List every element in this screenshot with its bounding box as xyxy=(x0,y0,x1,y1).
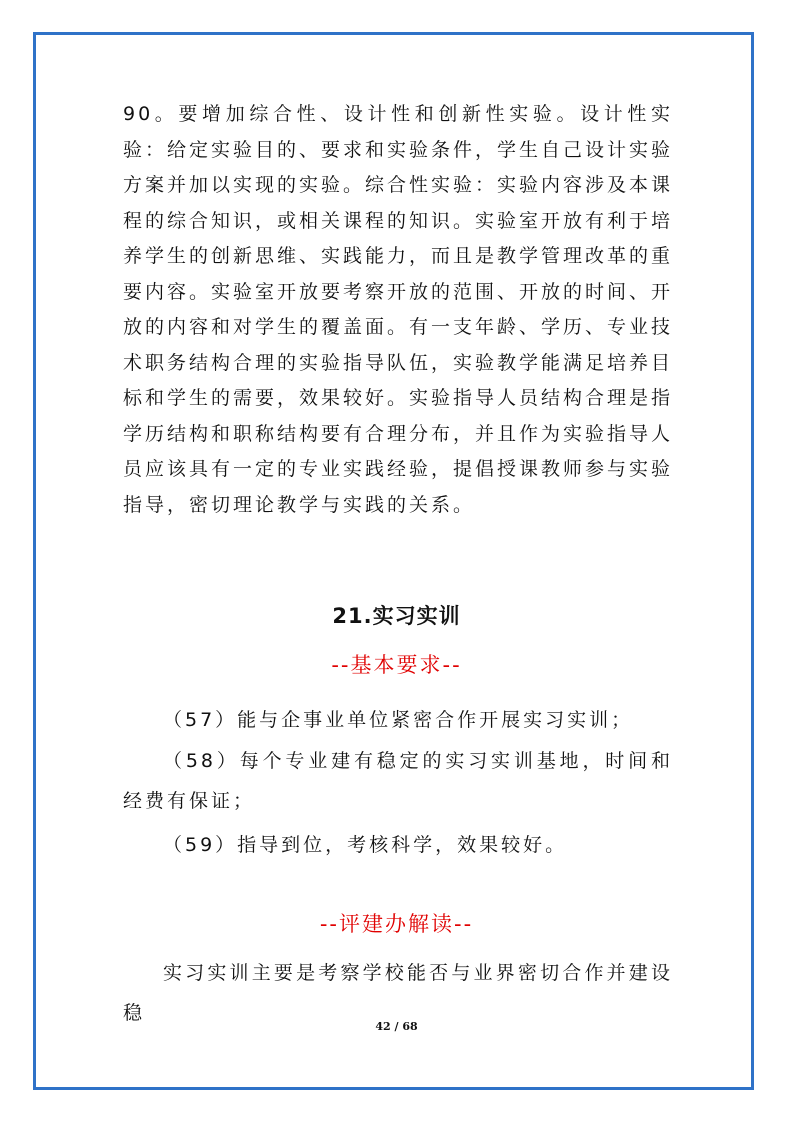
section-title: 21.实习实训 xyxy=(332,604,461,628)
intro-paragraph: 90。要增加综合性、设计性和创新性实验。设计性实验：给定实验目的、要求和实验条件，学生自己设计实验方案并加以实现的实验。综合性实验：实验内容涉及本课程的综合知识，或相关课程的知识。实验室开放有利于培养学生的创新思维、实践能力，而且是教学管理改革的重要内容。实验室开放要考察开放的范围、开放的时间、开放的内容和对学生的覆盖面。有一支年龄、学历、专业技术职务结构合理的实验指导队伍，实验教学能满足培养目标和学生的需要，效果较好。实验指导人员结构合理是指学历结构和职称结构要有合理分布，并且作为实验指导人员应该具有一定的专业实践经验，提倡授课教师参与实验指导，密切理论教学与实践的关系。 xyxy=(123,103,674,516)
page-number: 42 / 68 xyxy=(375,1020,418,1033)
requirement-item-58: （58）每个专业建有稳定的实习实训基地，时间和经费有保证； xyxy=(123,750,673,812)
requirements-heading: --基本要求-- xyxy=(331,653,462,677)
requirement-item-59: （59）指导到位，考核科学，效果较好。 xyxy=(163,834,568,856)
requirement-item-57: （57）能与企事业单位紧密合作开展实习实训； xyxy=(163,709,634,731)
interpretation-text: 实习实训主要是考察学校能否与业界密切合作并建设稳 xyxy=(123,962,673,1024)
interpretation-heading: --评建办解读-- xyxy=(319,912,474,936)
